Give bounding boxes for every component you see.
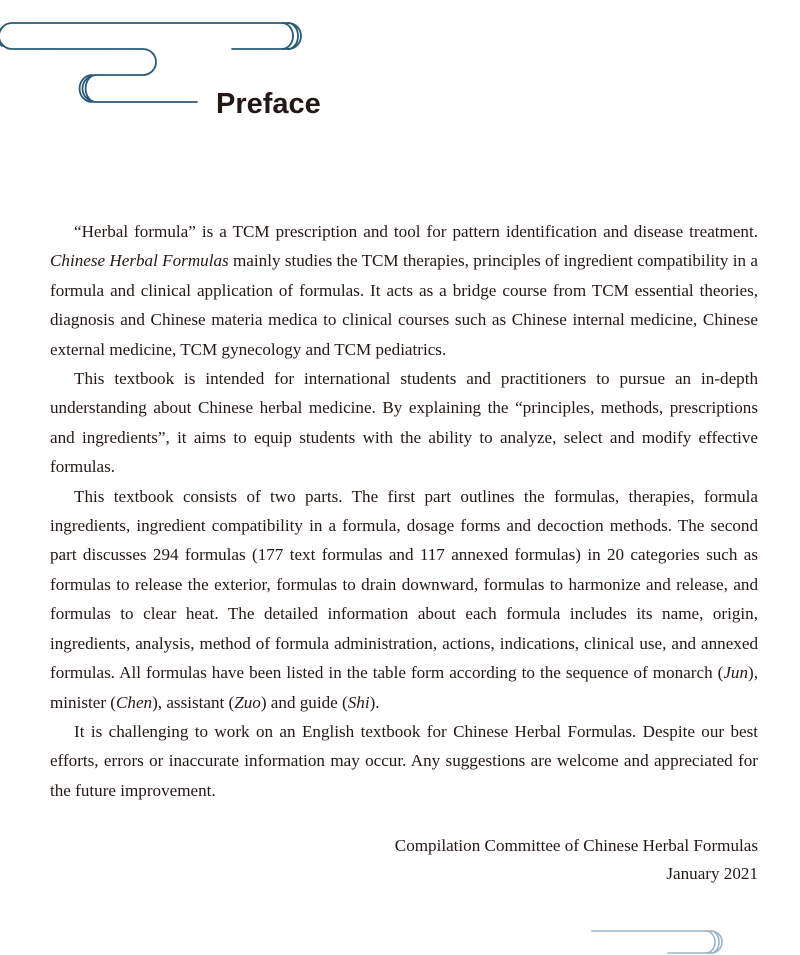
page-title: Preface [216,88,321,120]
signature-committee: Compilation Committee of Chinese Herbal Formulas [394,836,758,855]
paragraph-3: This textbook consists of two parts. The first part outlines the formulas, therapies, formula ingredients, ingredient compatibility in a formula, dosage forms and decoction methods. The second part discusses 294 formulas (177 text formulas and 117 annexed formulas) in 20 categories such as formulas to release the exterior, formulas to drain downward, formulas to harmonize and release, and formulas to clear heat. The detailed information about each formula includes its name, origin, ingredients, analysis, method of formula administration, actions, indications, clinical use, and annexed formulas. All formulas have been listed in the table form according to the sequence of monarch (Jun), minister (Chen), assistant (Zuo) and guide (Shi). [50,486,758,712]
footer-scroll-ornament [580,922,740,955]
signature-block [395,832,758,888]
paragraph-1: “Herbal formula” is a TCM prescription and tool for pattern identification and disease treatment. Chinese Herbal Formulas mainly studies the TCM therapies, principles of ingredient compatibility in a formula and clinical application of formulas. It acts as a bridge course from TCM essential theories, diagnosis and Chinese materia medica to clinical courses such as Chinese internal medicine, Chinese external medicine, TCM gynecology and TCM pediatrics. [50,222,758,359]
preface-body [50,217,758,805]
book-title-italic: Chinese Herbal Formulas [50,251,229,271]
paragraph-2: This textbook is intended for international students and practitioners to pursue an in-depth understanding about Chinese herbal medicine. By explaining the “principles, methods, prescriptions and ingredients”, it aims to equip students with the ability to analyze, select and modify effective formulas. [50,369,758,477]
signature-date: January 2021 [666,864,758,883]
paragraph-4: It is challenging to work on an English textbook for Chinese Herbal Formulas. Despite our best efforts, errors or inaccurate information may occur. Any suggestions are welcome and appreciated for the future improvement. [50,721,758,800]
